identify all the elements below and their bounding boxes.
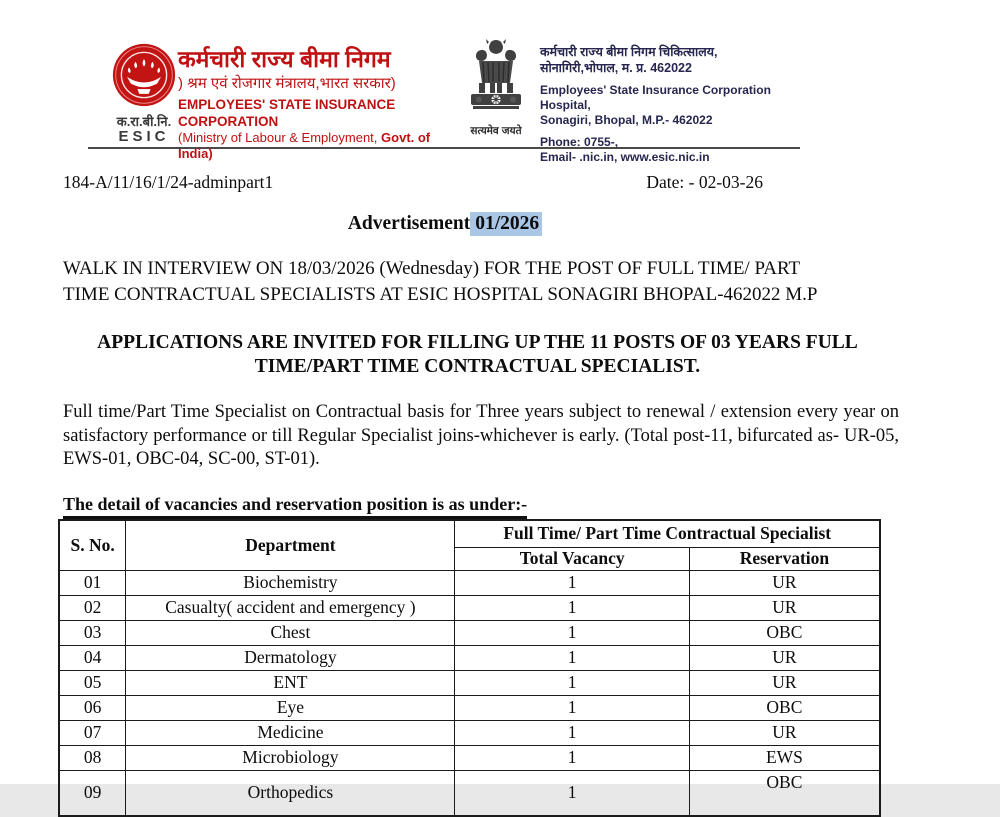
table-row bbox=[59, 745, 880, 770]
row-department: Microbiology bbox=[126, 745, 455, 770]
row-department: Dermatology bbox=[126, 645, 455, 670]
table-row bbox=[59, 670, 880, 695]
national-emblem-block bbox=[460, 36, 532, 138]
row-reservation: UR bbox=[689, 645, 880, 670]
esic-abbrev-hindi: क.रा.बी.नि. bbox=[116, 114, 172, 129]
invite-line-2: TIME/PART TIME CONTRACTUAL SPECIALIST. bbox=[254, 355, 701, 377]
reference-number: 184-A/11/16/1/24-adminpart1 bbox=[63, 172, 274, 192]
esic-logo-block bbox=[108, 42, 180, 145]
national-emblem-icon bbox=[465, 105, 527, 122]
row-sno: 01 bbox=[59, 570, 126, 595]
row-sno: 05 bbox=[59, 670, 126, 695]
row-reservation: UR bbox=[689, 570, 880, 595]
reference-row bbox=[63, 172, 763, 193]
row-reservation: UR bbox=[689, 670, 880, 695]
row-vacancy: 1 bbox=[455, 620, 689, 645]
advertisement-number-highlighted: 01/2026 bbox=[470, 212, 542, 236]
terms-paragraph: Full time/Part Time Specialist on Contractual basis for Three years subject to renewal / extension every year on satisfactory performance or till Regular Specialist joins-whichever is early. (Total post-11, bifurcated as- UR-05, EWS-01, OBC-04, SC-00, ST-01). bbox=[63, 402, 899, 469]
header-department: Department bbox=[126, 520, 455, 570]
row-sno: 04 bbox=[59, 645, 126, 670]
row-vacancy: 1 bbox=[455, 695, 689, 720]
walkin-announcement bbox=[63, 256, 908, 308]
row-vacancy: 1 bbox=[455, 745, 689, 770]
row-vacancy: 1 bbox=[455, 720, 689, 745]
applications-invited-heading bbox=[55, 331, 900, 378]
table-row bbox=[59, 695, 880, 720]
row-department: ENT bbox=[126, 670, 455, 695]
header-sno: S. No. bbox=[59, 520, 126, 570]
row-reservation: UR bbox=[689, 595, 880, 620]
corporation-title-hindi: कर्मचारी राज्य बीमा निगम bbox=[178, 46, 391, 72]
row-department: Biochemistry bbox=[126, 570, 455, 595]
advertisement-title bbox=[0, 213, 890, 235]
row-sno: 07 bbox=[59, 720, 126, 745]
table-row bbox=[59, 595, 880, 620]
date-label: Date: - 02-03-26 bbox=[646, 172, 763, 192]
row-department: Eye bbox=[126, 695, 455, 720]
advertisement-label: Advertisement bbox=[347, 213, 471, 234]
hospital-address-block bbox=[540, 44, 800, 165]
row-reservation: OBC bbox=[689, 695, 880, 720]
header-specialist-group: Full Time/ Part Time Contractual Specialist bbox=[455, 520, 880, 547]
hospital-address-english: Sonagiri, Bhopal, M.P.- 462022 bbox=[540, 113, 713, 127]
row-vacancy: 1 bbox=[455, 595, 689, 620]
hospital-name-hindi: कर्मचारी राज्य बीमा निगम चिकित्सालय, bbox=[540, 45, 718, 59]
row-reservation: UR bbox=[689, 720, 880, 745]
letterhead-left-text bbox=[178, 46, 458, 162]
esic-logo-icon bbox=[111, 95, 177, 112]
hospital-email: Email- .nic.in, www.esic.nic.in bbox=[540, 150, 710, 164]
vacancy-table-body bbox=[59, 570, 880, 816]
ministry-line-english: (Ministry of Labour & Employment, Govt. of India) bbox=[178, 130, 431, 161]
row-reservation: EWS bbox=[689, 745, 880, 770]
header-total-vacancy: Total Vacancy bbox=[455, 547, 689, 570]
row-department: Casualty( accident and emergency ) bbox=[126, 595, 455, 620]
table-row bbox=[59, 645, 880, 670]
row-department: Medicine bbox=[126, 720, 455, 745]
row-reservation: OBC bbox=[689, 620, 880, 645]
row-sno: 02 bbox=[59, 595, 126, 620]
walkin-line-2: TIME CONTRACTUAL SPECIALISTS AT ESIC HOSPITAL SONAGIRI BHOPAL-462022 M.P bbox=[63, 284, 818, 305]
invite-line-1: APPLICATIONS ARE INVITED FOR FILLING UP THE 11 POSTS OF 03 YEARS FULL bbox=[97, 332, 858, 353]
hospital-address-hindi: सोनागिरी,भोपाल, म. प्र. 462022 bbox=[540, 61, 692, 75]
letterhead bbox=[88, 36, 800, 164]
header-reservation: Reservation bbox=[689, 547, 880, 570]
satyameva-jayate-caption: सत्यमेव जयते bbox=[470, 125, 522, 137]
row-vacancy: 1 bbox=[455, 645, 689, 670]
hospital-phone: Phone: 0755-, bbox=[540, 135, 619, 149]
row-department: Chest bbox=[126, 620, 455, 645]
table-row bbox=[59, 620, 880, 645]
row-sno: 06 bbox=[59, 695, 126, 720]
row-sno: 08 bbox=[59, 745, 126, 770]
row-reservation: OBC bbox=[689, 770, 880, 816]
vacancy-table bbox=[58, 519, 881, 817]
row-vacancy: 1 bbox=[455, 570, 689, 595]
corporation-title-english: EMPLOYEES' STATE INSURANCE CORPORATION bbox=[178, 97, 396, 129]
row-sno: 09 bbox=[59, 770, 126, 816]
row-vacancy: 1 bbox=[455, 770, 689, 816]
table-row bbox=[59, 770, 880, 816]
row-vacancy: 1 bbox=[455, 670, 689, 695]
vacancy-table-caption: The detail of vacancies and reservation position is as under:- bbox=[63, 494, 527, 519]
esic-abbrev-english: ESIC bbox=[118, 128, 170, 145]
row-sno: 03 bbox=[59, 620, 126, 645]
ministry-line-hindi: ) श्रम एवं रोजगार मंत्रालय,भारत सरकार) bbox=[178, 75, 396, 92]
row-department: Orthopedics bbox=[126, 770, 455, 816]
walkin-line-1: WALK IN INTERVIEW ON 18/03/2026 (Wednesday) FOR THE POST OF FULL TIME/ PART bbox=[63, 258, 801, 279]
table-row bbox=[59, 720, 880, 745]
table-row bbox=[59, 570, 880, 595]
hospital-name-english: Employees' State Insurance Corporation Hospital, bbox=[540, 83, 771, 112]
